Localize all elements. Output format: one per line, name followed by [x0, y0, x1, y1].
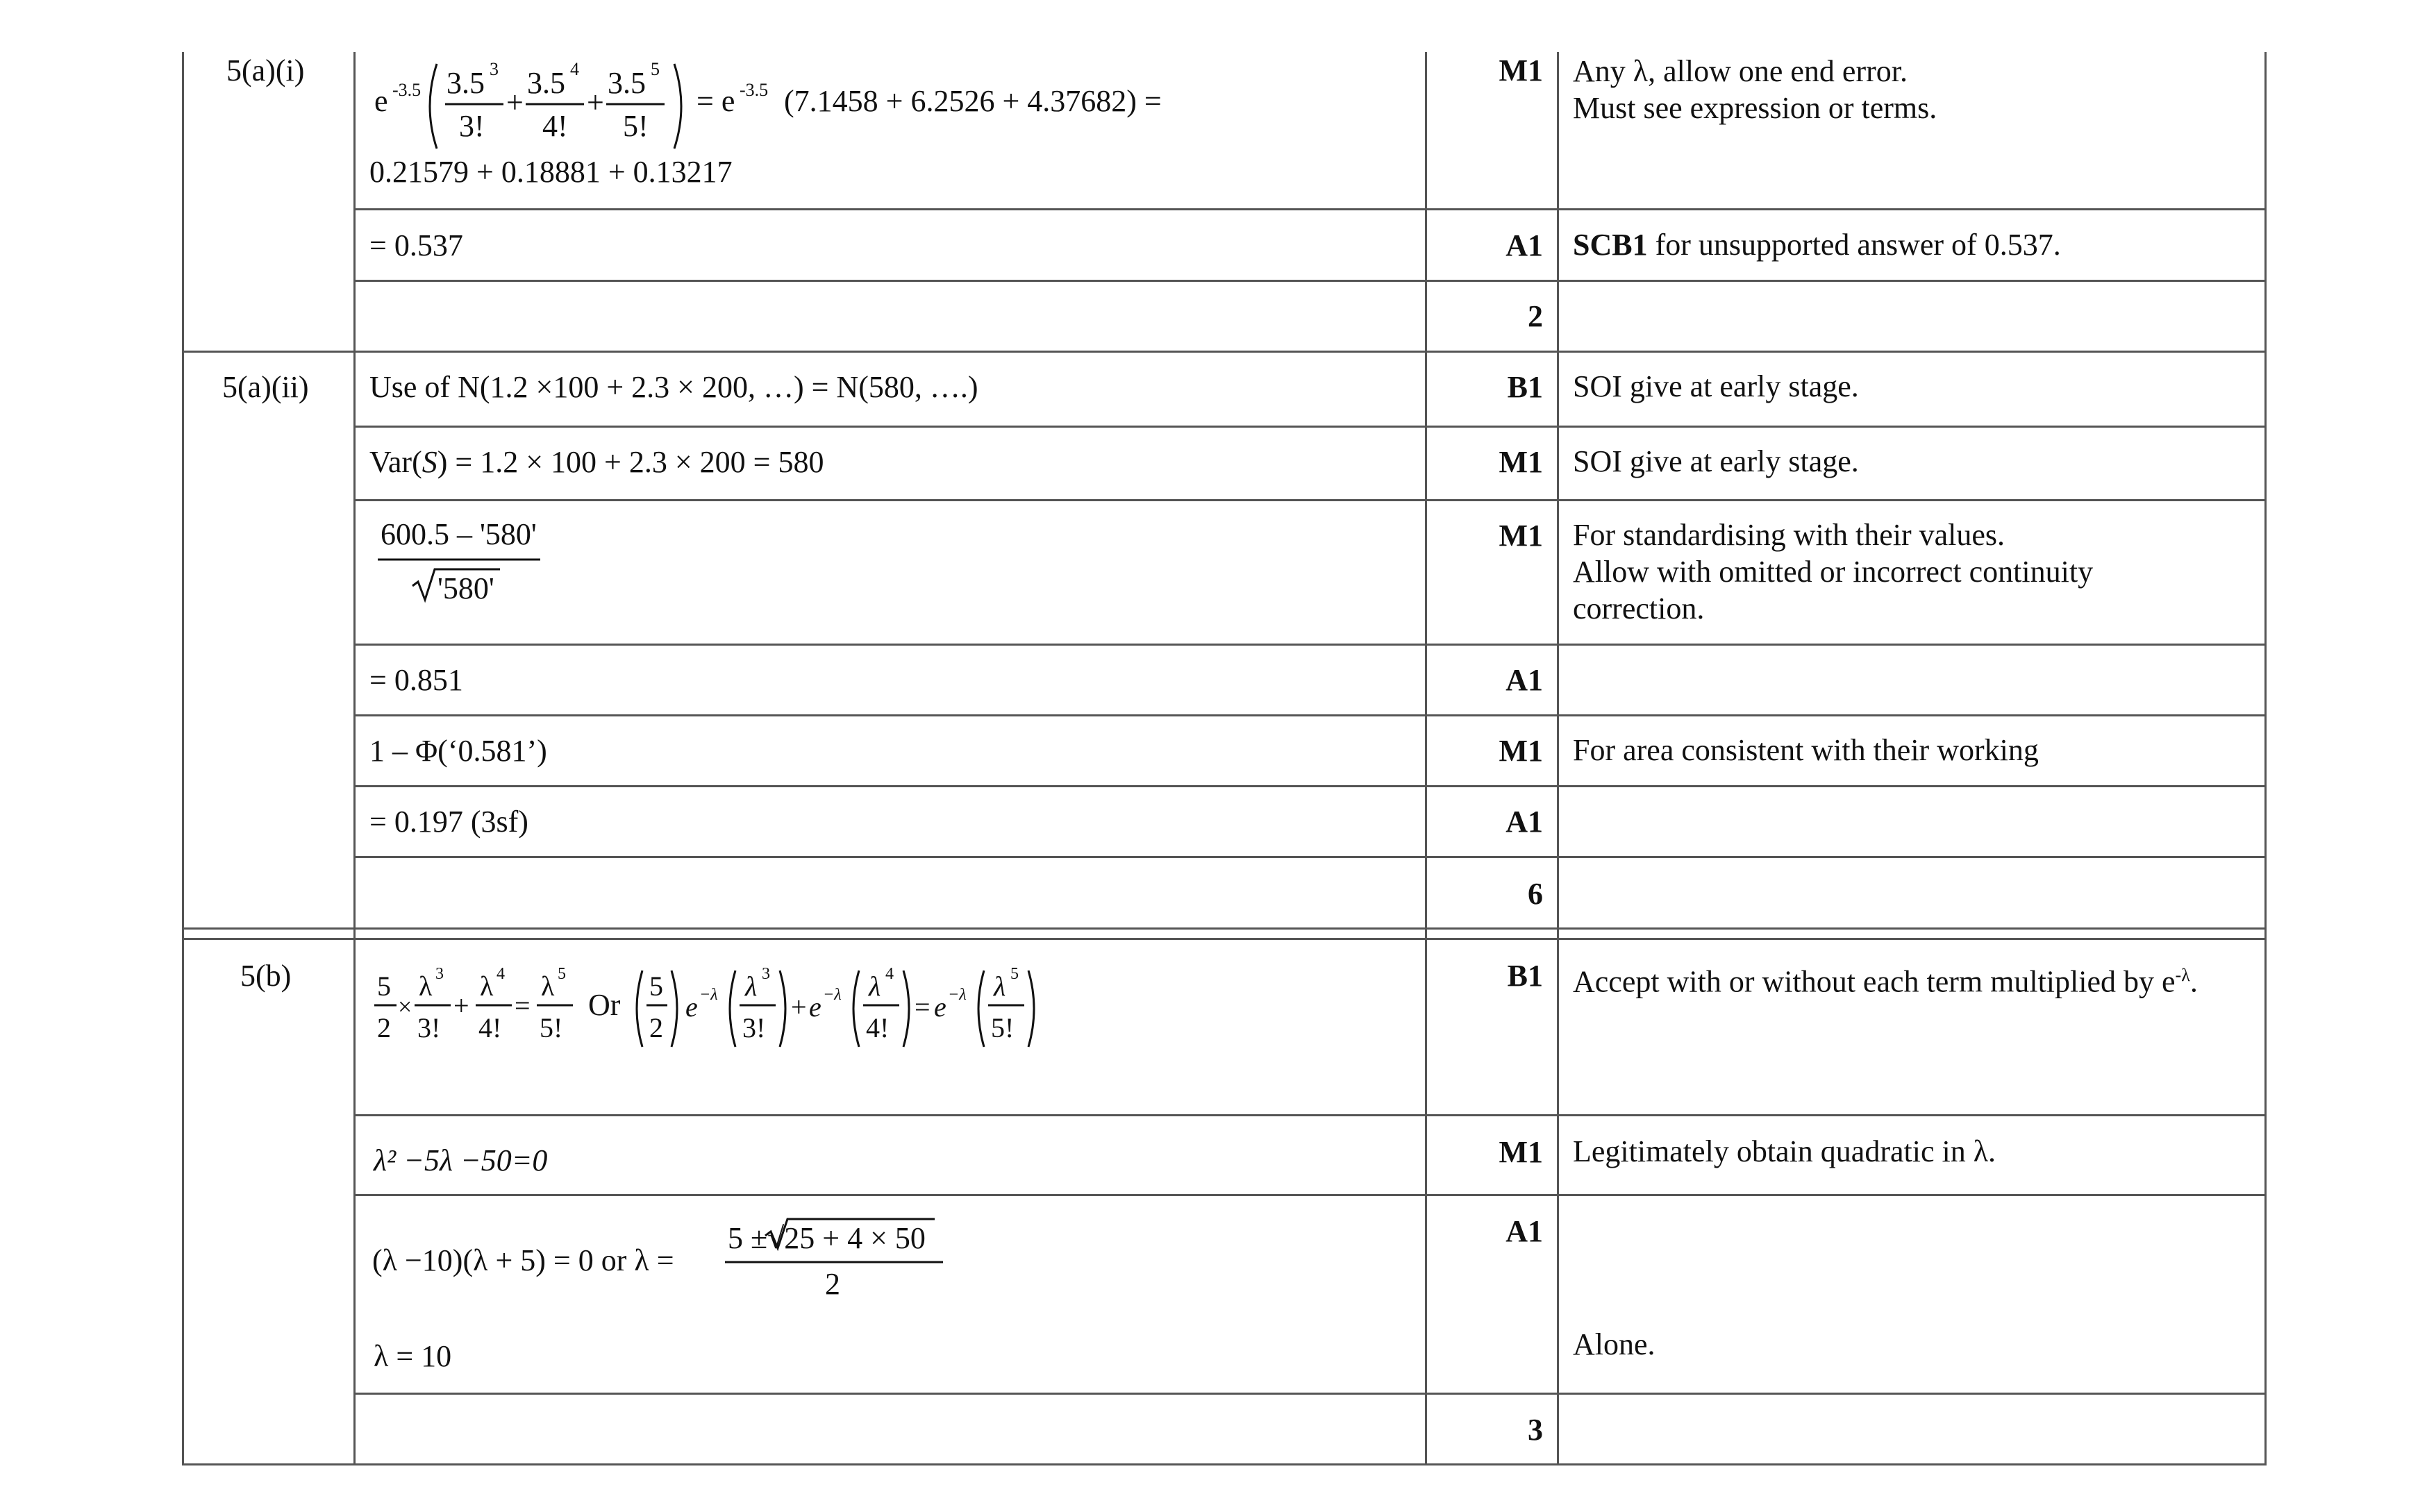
svg-text:5: 5	[558, 965, 566, 983]
mark: B1	[1507, 959, 1543, 993]
svg-text:3.5: 3.5	[447, 66, 485, 100]
svg-text:+: +	[587, 85, 604, 119]
svg-text:+: +	[453, 990, 469, 1021]
guidance-superscript: -λ	[2175, 965, 2190, 985]
guidance-text: Accept with or without each term multiplied by e	[1573, 964, 2176, 999]
guidance	[1573, 226, 2061, 263]
right-border	[2264, 52, 2267, 1465]
svg-text:4!: 4!	[866, 1012, 890, 1043]
guidance: SOI give at early stage.	[1573, 369, 1859, 403]
svg-text:4!: 4!	[478, 1012, 502, 1043]
mark: M1	[1499, 519, 1543, 553]
question-label: 5(b)	[240, 959, 292, 993]
mark: M1	[1499, 53, 1543, 87]
section-line	[182, 351, 2267, 353]
mark: A1	[1505, 805, 1543, 839]
row-line	[353, 856, 2267, 858]
col-divider-answer	[1425, 52, 1427, 1465]
answer: 1 – Φ(‘0.581’)	[369, 734, 547, 768]
guidance: Legitimately obtain quadratic in λ.	[1573, 1134, 1996, 1168]
svg-text:5: 5	[649, 971, 663, 1002]
svg-text:=: =	[915, 991, 931, 1023]
guidance-text: for unsupported answer of 0.537.	[1647, 228, 2061, 262]
question-label: 5(a)(i)	[226, 53, 305, 87]
section-line	[182, 927, 2267, 930]
row-line	[353, 1393, 2267, 1395]
question-label: 5(a)(ii)	[222, 370, 309, 404]
svg-text:λ: λ	[745, 971, 758, 1002]
svg-text:4: 4	[497, 965, 505, 983]
svg-text:5: 5	[377, 971, 391, 1002]
svg-text:e: e	[685, 991, 698, 1023]
answer: Use of N(1.2 ×100 + 2.3 × 200, …) = N(580, ….)	[369, 370, 978, 404]
svg-text:e: e	[374, 84, 388, 118]
mark: M1	[1499, 734, 1543, 768]
guidance-line: Any λ, allow one end error.	[1573, 54, 1908, 88]
svg-text:−λ: −λ	[948, 986, 967, 1004]
col-divider-marks	[1557, 52, 1559, 1465]
svg-text:+: +	[506, 85, 524, 119]
svg-text:e: e	[934, 991, 946, 1023]
row-line	[353, 426, 2267, 428]
mark: A1	[1505, 228, 1543, 262]
svg-text:=: =	[515, 990, 531, 1021]
answer: = 0.537	[369, 228, 463, 262]
svg-text:3: 3	[490, 59, 499, 79]
answer: λ = 10	[374, 1339, 452, 1373]
row-line	[353, 785, 2267, 787]
answer-terms: 0.21579 + 0.18881 + 0.13217	[369, 155, 733, 189]
row-line	[353, 208, 2267, 210]
mark: M1	[1499, 1135, 1543, 1169]
svg-text:3.5: 3.5	[527, 66, 565, 100]
ratio-equation	[365, 957, 1128, 1061]
row-line	[353, 1114, 2267, 1116]
svg-text:λ: λ	[541, 971, 555, 1002]
mark: A1	[1505, 1214, 1543, 1248]
svg-text:5 ±√25 + 4 × 50: 5 ±√25 + 4 × 50	[728, 1221, 926, 1255]
svg-text:5!: 5!	[540, 1012, 563, 1043]
guidance-bold: SCB1	[1573, 228, 1648, 262]
svg-text:λ: λ	[994, 971, 1006, 1002]
total-mark: 3	[1528, 1413, 1543, 1447]
answer-variable: S	[422, 445, 437, 479]
svg-text:e: e	[809, 991, 821, 1023]
guidance-text: .	[2189, 964, 2198, 999]
bottom-border	[182, 1463, 2267, 1465]
poisson-sum-formula	[365, 54, 1240, 158]
answer	[374, 1143, 547, 1178]
svg-text:5!: 5!	[991, 1012, 1015, 1043]
svg-text:2: 2	[825, 1267, 840, 1301]
svg-text:2: 2	[377, 1012, 391, 1043]
col-divider-question	[353, 52, 356, 1465]
mark: A1	[1505, 663, 1543, 697]
svg-text:5!: 5!	[623, 109, 649, 143]
guidance	[1573, 53, 1937, 126]
svg-text:λ: λ	[480, 971, 494, 1002]
section-line	[182, 938, 2267, 940]
guidance	[1573, 516, 2093, 627]
answer: = 0.197 (3sf)	[369, 805, 528, 839]
row-line	[353, 644, 2267, 646]
guidance-line: Must see expression or terms.	[1573, 91, 1937, 125]
mark: M1	[1499, 445, 1543, 479]
svg-text:3.5: 3.5	[608, 66, 646, 100]
svg-text:4!: 4!	[542, 109, 568, 143]
svg-text:-3.5: -3.5	[740, 80, 769, 100]
guidance	[1573, 957, 2198, 1000]
svg-text:+: +	[791, 991, 807, 1023]
svg-text:(7.1458 + 6.2526 + 4.37682) =: (7.1458 + 6.2526 + 4.37682) =	[784, 84, 1162, 118]
svg-text:3: 3	[435, 965, 444, 983]
svg-text:3!: 3!	[459, 109, 485, 143]
svg-text:3!: 3!	[742, 1012, 766, 1043]
guidance-line: Allow with omitted or incorrect continuity	[1573, 555, 2094, 589]
guidance: SOI give at early stage.	[1573, 444, 1859, 478]
svg-text:2: 2	[649, 1012, 663, 1043]
quadratic-formula-fraction	[721, 1216, 950, 1307]
svg-text:'580': '580'	[437, 571, 494, 605]
svg-text:−λ: −λ	[823, 986, 842, 1004]
mark: B1	[1507, 370, 1543, 404]
row-line	[353, 1194, 2267, 1196]
row-line	[353, 280, 2267, 282]
guidance-line: For standardising with their values.	[1573, 518, 2005, 552]
svg-text:×: ×	[398, 993, 412, 1020]
row-line	[353, 714, 2267, 716]
svg-text:-3.5: -3.5	[392, 80, 422, 100]
answer	[369, 444, 824, 480]
row-line	[353, 499, 2267, 501]
answer: (λ −10)(λ + 5) = 0 or λ =	[372, 1243, 674, 1277]
svg-text:3!: 3!	[417, 1012, 441, 1043]
svg-text:600.5 – '580': 600.5 – '580'	[381, 517, 537, 551]
answer-text: ) = 1.2 × 100 + 2.3 × 200 = 580	[437, 445, 824, 479]
svg-text:λ: λ	[869, 971, 881, 1002]
total-mark: 6	[1528, 877, 1543, 911]
guidance-line: correction.	[1573, 591, 1705, 625]
answer-text: Var(	[369, 445, 422, 479]
guidance: For area consistent with their working	[1573, 733, 2039, 767]
svg-text:5: 5	[1010, 965, 1019, 983]
guidance: Alone.	[1573, 1327, 1655, 1361]
svg-text:4: 4	[570, 59, 579, 79]
svg-text:= e: = e	[696, 84, 735, 118]
svg-text:5: 5	[651, 59, 660, 79]
svg-text:Or: Or	[588, 988, 621, 1022]
total-mark: 2	[1528, 299, 1543, 333]
quadratic-equation: λ² −5λ −50=0	[374, 1143, 548, 1177]
answer: = 0.851	[369, 663, 463, 697]
svg-text:3: 3	[762, 965, 770, 983]
left-border	[182, 52, 184, 1465]
svg-text:−λ: −λ	[699, 986, 718, 1004]
svg-text:4: 4	[885, 965, 894, 983]
standardisation-fraction	[368, 514, 576, 611]
svg-text:λ: λ	[419, 971, 433, 1002]
